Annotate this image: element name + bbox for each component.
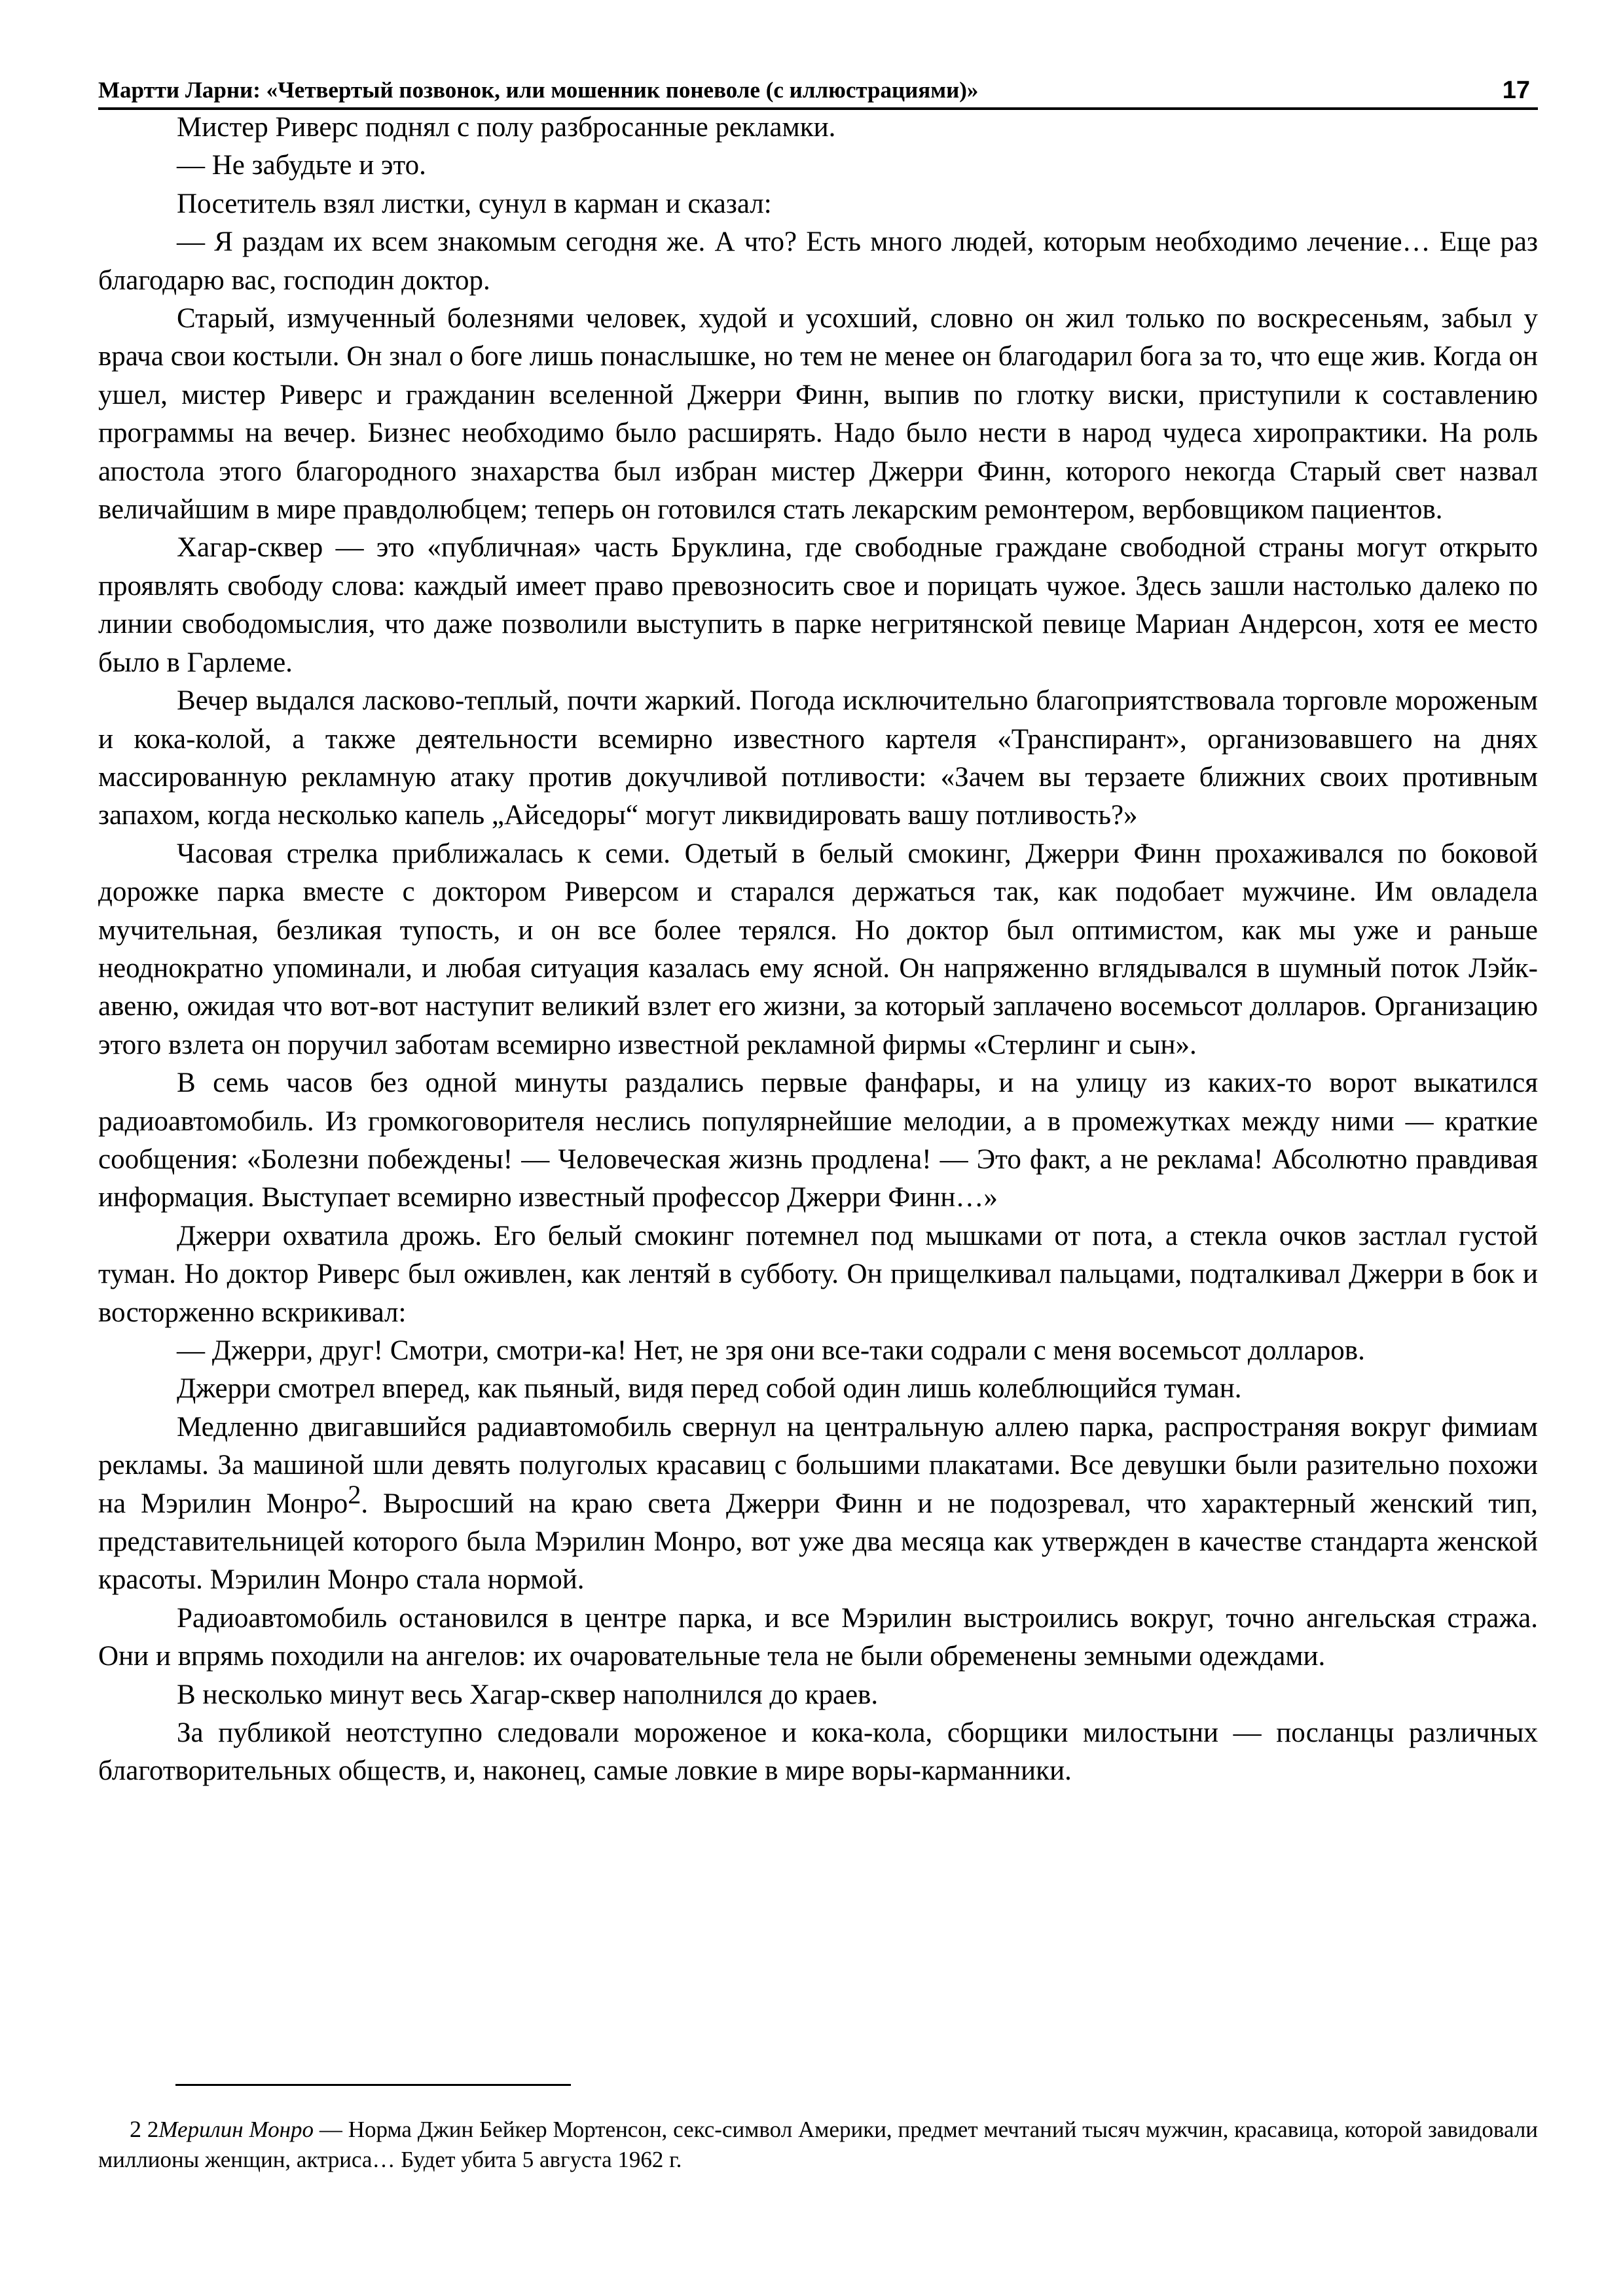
paragraph: Хагар-сквер — это «публичная» часть Бруклина, где свободные граждане свободной страны могут открыто проявлять свободу слова: каждый имеет право превозносить свое и порицать чужое. Здесь зашли настолько далеко по линии свободомыслия, что даже позволили выступить в парке негритянской певице Мариан Андерсон, хотя ее место было в Гарлеме. (98, 532, 1538, 678)
paragraph: Мистер Риверс поднял с полу разбросанные рекламки. (177, 112, 836, 143)
paragraph: В семь часов без одной минуты раздались первые фанфары, и на улицу из каких-то ворот выкатился радиоавтомобиль. Из громкоговорителя неслись популярнейшие мелодии, а в промежутках между ними — краткие сообщения: «Болезни побеждены! — Человеческая жизнь продлена! — Это факт, а не реклама! Абсолютно правдивая информация. Выступает всемирно известный профессор Джерри Финн…» (98, 1067, 1538, 1213)
footnote-text: — Норма Джин Бейкер Мортенсон, секс-символ Америки, предмет мечтаний тысяч мужчин, красавица, которой завидовали миллионы женщин, актриса… Будет убита 5 августа 1962 г. (98, 2117, 1539, 2172)
running-header (98, 71, 1538, 110)
paragraph: — Я раздам их всем знакомым сегодня же. А что? Есть много людей, которым необходимо лечение… Еще раз благодарю вас, господин доктор. (98, 226, 1538, 296)
footnote (98, 2114, 1538, 2175)
paragraph: В несколько минут весь Хагар-сквер наполнился до краев. (177, 1679, 879, 1710)
paragraph: Радиоавтомобиль остановился в центре парка, и все Мэрилин выстроились вокруг, точно ангельская стража. Они и впрямь походили на ангелов: их очаровательные тела не были обременены земными одеждами. (98, 1602, 1538, 1672)
footnote-mark: 2 (130, 2116, 141, 2142)
book-title-header: Мартти Ларни: «Четвертый позвонок, или мошенник поневоле (с иллюстрациями)» (98, 77, 979, 103)
paragraph-with-footnote (98, 1408, 1538, 1600)
footnote-reference[interactable]: 2 (348, 1479, 361, 1509)
footnote-term: Мерилин Монро (158, 2117, 314, 2142)
footnote-label: 2 (147, 2117, 159, 2142)
paragraph: Часовая стрелка приближалась к семи. Одетый в белый смокинг, Джерри Финн прохаживался по боковой дорожке парка вместе с доктором Риверсом и старался держаться так, как подобает мужчине. Им овладела мучительная, безликая тупость, и он все более терялся. Но доктор был оптимистом, как мы уже и раньше неоднократно упоминали, и любая ситуация казалась ему ясной. Он напряженно вглядывался в шумный поток Лэйк-авеню, ожидая что вот-вот наступит великий взлет его жизни, за который заплачено восемьсот долларов. Организацию этого взлета он поручил заботам всемирно известной рекламной фирмы «Стерлинг и сын». (98, 838, 1538, 1060)
paragraph-text: Медленно двигавшийся радиавтомобиль свернул на центральную аллею парка, распространяя вокруг фимиам рекламы. За машиной шли девять полуголых красавиц с большими плакатами. Все девушки были разительно похожи на Мэрилин Монро (98, 1411, 1538, 1519)
paragraph: Старый, измученный болезнями человек, худой и усохший, словно он жил только по воскресеньям, забыл у врача свои костыли. Он знал о боге лишь понаслышке, но тем не менее он благодарил бога за то, что еще жив. Когда он ушел, мистер Риверс и гражданин вселенной Джерри Финн, выпив по глотку виски, приступили к составлению программы на вечер. Бизнес необходимо было расширять. Надо было нести в народ чудеса хиропрактики. На роль апостола этого благородного знахарства был избран мистер Джерри Финн, которого некогда Старый свет назвал величайшим в мире правдолюбцем; теперь он готовился стать лекарским ремонтером, вербовщиком пациентов. (98, 303, 1538, 526)
paragraph: — Не забудьте и это. (177, 150, 426, 181)
paragraph: — Джерри, друг! Смотри, смотри-ка! Нет, не зря они все-таки содрали с меня восемьсот долларов. (177, 1335, 1365, 1366)
paragraph: Джерри смотрел вперед, как пьяный, видя перед собой один лишь колеблющийся туман. (177, 1373, 1242, 1405)
paragraph: Посетитель взял листки, сунул в карман и сказал: (177, 188, 772, 219)
paragraph: За публикой неотступно следовали мороженое и кока-кола, сборщики милостыни — посланцы различных благотворительных обществ, и, наконец, самые ловкие в мире воры-карманники. (98, 1717, 1538, 1787)
paragraph: Вечер выдался ласково-теплый, почти жаркий. Погода исключительно благоприятствовала торговле мороженым и кока-колой, а также деятельности всемирно известного картеля «Транспирант», организовавшего на днях массированную рекламную атаку против докучливой потливости: «Зачем вы терзаете ближних своих противным запахом, когда несколько капель „Айседоры“ могут ликвидировать вашу потливость?» (98, 685, 1538, 831)
footnote-separator (175, 2084, 571, 2086)
paragraph: Джерри охватила дрожь. Его белый смокинг потемнел под мышками от пота, а стекла очков застлал густой туман. Но доктор Риверс был оживлен, как лентяй в субботу. Он прищелкивал пальцами, подталкивал Джерри в бок и восторженно вскрикивал: (98, 1220, 1538, 1328)
body-text (98, 109, 1538, 1791)
paragraph-text: . Выросший на краю света Джерри Финн и не подозревал, что характерный женский тип, представительницей которого была Мэрилин Монро, вот уже два месяца как утвержден в качестве стандарта женской красоты. Мэрилин Монро стала нормой. (98, 1488, 1538, 1596)
page-number: 17 (1502, 77, 1530, 104)
